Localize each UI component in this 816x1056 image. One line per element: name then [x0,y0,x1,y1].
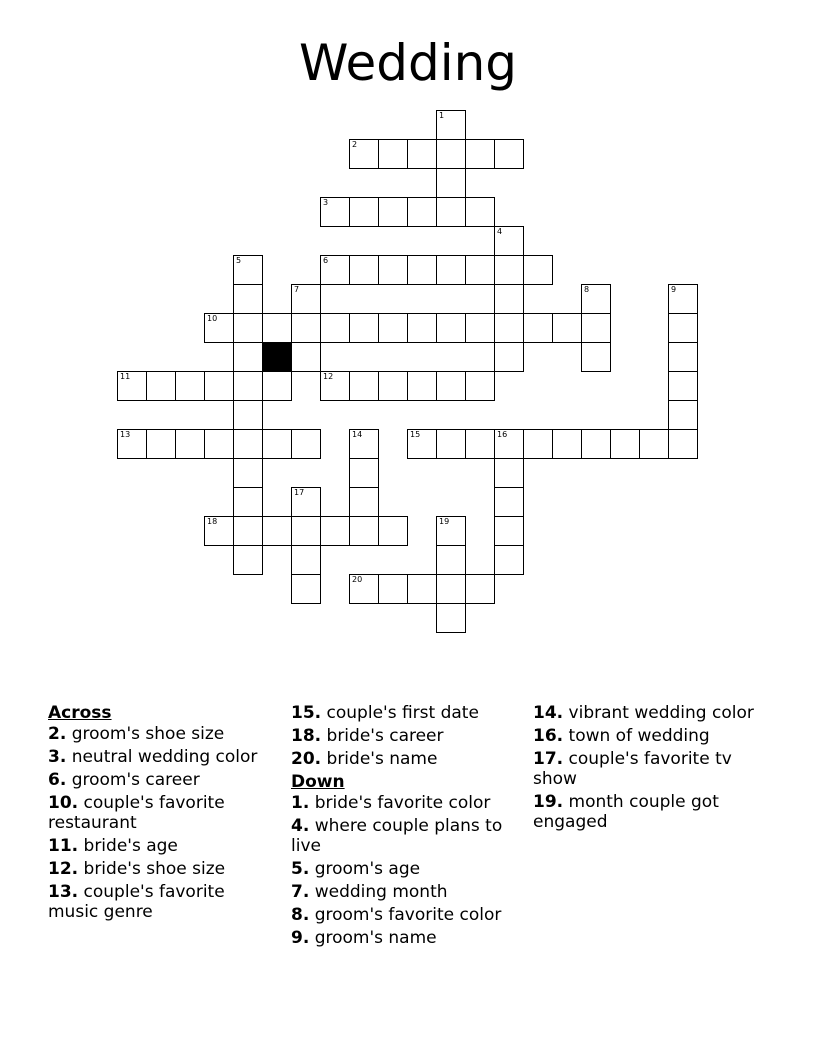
clue-number: 16. [533,726,564,746]
grid-cell[interactable] [146,371,176,401]
cell-number: 3 [323,198,329,207]
clue-text: bride's career [326,726,444,746]
clue-column-1 [48,703,278,925]
grid-cell[interactable] [523,429,553,459]
cell-number: 1 [439,111,445,120]
clue-text: couple's favorite music genre [48,882,225,922]
grid-cell[interactable] [668,313,698,343]
cell-number: 14 [352,430,363,439]
clue-number: 10. [48,793,79,813]
grid-cell[interactable] [436,371,466,401]
grid-cell[interactable] [523,255,553,285]
grid-cell[interactable] [349,516,379,546]
clue-across-18 [291,726,516,746]
clue-text: groom's name [314,928,437,948]
clue-text: vibrant wedding color [568,703,754,723]
grid-cell[interactable] [146,429,176,459]
clue-text: month couple got engaged [533,792,719,832]
clue-text: couple's favorite restaurant [48,793,225,833]
grid-cell[interactable] [552,429,582,459]
grid-cell[interactable] [291,574,321,604]
grid-cell[interactable] [407,139,437,169]
grid-cell[interactable] [204,371,234,401]
grid-cell[interactable] [233,487,263,517]
grid-cell[interactable] [349,139,379,169]
grid-cell[interactable] [494,429,524,459]
grid-cell[interactable] [117,429,147,459]
grid-cell[interactable] [233,255,263,285]
grid-cell[interactable] [407,313,437,343]
grid-cell[interactable] [407,429,437,459]
grid-cell[interactable] [581,342,611,372]
grid-cell[interactable] [407,255,437,285]
clue-text: couple's first date [326,703,479,723]
clue-column-2 [291,703,516,951]
clue-number: 9. [291,928,310,948]
grid-cell[interactable] [494,139,524,169]
grid-cell[interactable] [378,197,408,227]
grid-cell[interactable] [233,458,263,488]
grid-cell[interactable] [349,313,379,343]
grid-cell[interactable] [465,139,495,169]
grid-cell[interactable] [378,371,408,401]
clue-down-19 [533,792,758,832]
grid-cell[interactable] [204,516,234,546]
grid-cell[interactable] [349,255,379,285]
clue-across-20 [291,749,516,769]
cell-number: 11 [120,372,131,381]
clue-number: 13. [48,882,79,902]
cell-number: 18 [207,517,218,526]
clue-text: town of wedding [568,726,710,746]
clue-number: 20. [291,749,322,769]
grid-cell[interactable] [668,400,698,430]
clue-text: where couple plans to live [291,816,503,856]
clue-text: couple's favorite tv show [533,749,732,789]
grid-cell[interactable] [175,371,205,401]
clue-number: 1. [291,793,310,813]
grid-cell[interactable] [668,429,698,459]
clue-down-1 [291,793,516,813]
grid-cell[interactable] [291,516,321,546]
grid-cell[interactable] [494,516,524,546]
clue-text: groom's age [314,859,421,879]
cell-number: 4 [497,227,503,236]
clue-down-7 [291,882,516,902]
grid-cell[interactable] [262,371,292,401]
grid-cell[interactable] [349,574,379,604]
across-heading: Across [48,703,112,723]
clue-number: 12. [48,859,79,879]
grid-cell[interactable] [436,574,466,604]
clue-down-5 [291,859,516,879]
clue-across-15 [291,703,516,723]
clue-number: 8. [291,905,310,925]
grid-cell[interactable] [378,516,408,546]
grid-cell[interactable] [581,284,611,314]
grid-cell[interactable] [552,313,582,343]
cell-number: 7 [294,285,300,294]
grid-cell[interactable] [436,110,466,140]
grid-cell[interactable] [233,313,263,343]
grid-cell[interactable] [349,371,379,401]
clue-down-4 [291,816,516,856]
grid-cell[interactable] [320,371,350,401]
grid-cell[interactable] [407,574,437,604]
clue-down-8 [291,905,516,925]
cell-number: 10 [207,314,218,323]
grid-cell[interactable] [465,429,495,459]
grid-cell[interactable] [320,313,350,343]
grid-cell[interactable] [436,429,466,459]
clue-across-6 [48,770,278,790]
grid-cell[interactable] [320,516,350,546]
clue-text: neutral wedding color [71,747,258,767]
clue-down-14 [533,703,758,723]
grid-cell[interactable] [204,429,234,459]
grid-cell[interactable] [233,429,263,459]
grid-cell[interactable] [494,226,524,256]
grid-cell[interactable] [465,197,495,227]
grid-cell[interactable] [349,458,379,488]
clue-across-10 [48,793,278,833]
grid-cell[interactable] [465,371,495,401]
grid-cell[interactable] [494,458,524,488]
grid-cell[interactable] [204,313,234,343]
clue-number: 5. [291,859,310,879]
clue-text: bride's age [83,836,178,856]
grid-cell[interactable] [494,255,524,285]
clue-column-3 [533,703,758,835]
grid-cell[interactable] [436,545,466,575]
cell-number: 17 [294,488,305,497]
blocked-cell [262,342,292,372]
cell-number: 20 [352,575,363,584]
grid-cell[interactable] [436,313,466,343]
cell-number: 5 [236,256,242,265]
grid-cell[interactable] [494,545,524,575]
grid-cell[interactable] [494,313,524,343]
down-heading: Down [291,772,345,792]
clue-down-9 [291,928,516,948]
grid-cell[interactable] [465,574,495,604]
grid-cell[interactable] [320,255,350,285]
cell-number: 6 [323,256,329,265]
grid-cell[interactable] [233,342,263,372]
grid-cell[interactable] [668,371,698,401]
clue-text: wedding month [314,882,448,902]
clue-number: 11. [48,836,79,856]
grid-cell[interactable] [262,516,292,546]
grid-cell[interactable] [378,255,408,285]
grid-cell[interactable] [494,284,524,314]
clue-across-2 [48,724,278,744]
grid-cell[interactable] [233,400,263,430]
grid-cell[interactable] [291,313,321,343]
grid-cell[interactable] [262,313,292,343]
grid-cell[interactable] [407,371,437,401]
clue-number: 18. [291,726,322,746]
clue-text: bride's shoe size [83,859,226,879]
cell-number: 9 [671,285,677,294]
grid-cell[interactable] [436,516,466,546]
clue-text: groom's career [71,770,200,790]
grid-cell[interactable] [494,342,524,372]
grid-cell[interactable] [668,342,698,372]
cell-number: 16 [497,430,508,439]
clue-down-17 [533,749,758,789]
clue-across-11 [48,836,278,856]
grid-cell[interactable] [291,342,321,372]
clue-number: 14. [533,703,564,723]
clue-number: 19. [533,792,564,812]
grid-cell[interactable] [291,284,321,314]
clue-number: 6. [48,770,67,790]
clue-number: 15. [291,703,322,723]
grid-cell[interactable] [320,197,350,227]
clue-text: bride's favorite color [314,793,491,813]
grid-cell[interactable] [378,139,408,169]
cell-number: 13 [120,430,131,439]
clue-number: 3. [48,747,67,767]
grid-cell[interactable] [639,429,669,459]
clue-text: bride's name [326,749,438,769]
cell-number: 12 [323,372,334,381]
grid-cell[interactable] [291,487,321,517]
grid-cell[interactable] [349,197,379,227]
grid-cell[interactable] [436,139,466,169]
grid-cell[interactable] [378,574,408,604]
grid-cell[interactable] [581,313,611,343]
grid-cell[interactable] [291,429,321,459]
clue-number: 4. [291,816,310,836]
cell-number: 8 [584,285,590,294]
grid-cell[interactable] [523,313,553,343]
grid-cell[interactable] [117,371,147,401]
grid-cell[interactable] [378,313,408,343]
cell-number: 2 [352,140,358,149]
grid-cell[interactable] [610,429,640,459]
grid-cell[interactable] [436,255,466,285]
clue-down-16 [533,726,758,746]
grid-cell[interactable] [233,371,263,401]
grid-cell[interactable] [436,168,466,198]
clue-number: 2. [48,724,67,744]
clue-across-12 [48,859,278,879]
clue-number: 7. [291,882,310,902]
grid-cell[interactable] [465,255,495,285]
clue-text: groom's shoe size [71,724,225,744]
grid-cell[interactable] [668,284,698,314]
grid-cell[interactable] [233,545,263,575]
clue-across-13 [48,882,278,922]
page-title: Wedding [298,34,518,92]
grid-cell[interactable] [407,197,437,227]
clue-text: groom's favorite color [314,905,502,925]
grid-cell[interactable] [349,487,379,517]
grid-cell[interactable] [233,284,263,314]
grid-cell[interactable] [465,313,495,343]
grid-cell[interactable] [175,429,205,459]
grid-cell[interactable] [349,429,379,459]
clue-across-3 [48,747,278,767]
grid-cell[interactable] [436,603,466,633]
cell-number: 19 [439,517,450,526]
grid-cell[interactable] [291,545,321,575]
grid-cell[interactable] [494,487,524,517]
grid-cell[interactable] [581,429,611,459]
grid-cell[interactable] [262,429,292,459]
cell-number: 15 [410,430,421,439]
grid-cell[interactable] [436,197,466,227]
grid-cell[interactable] [233,516,263,546]
clue-number: 17. [533,749,564,769]
